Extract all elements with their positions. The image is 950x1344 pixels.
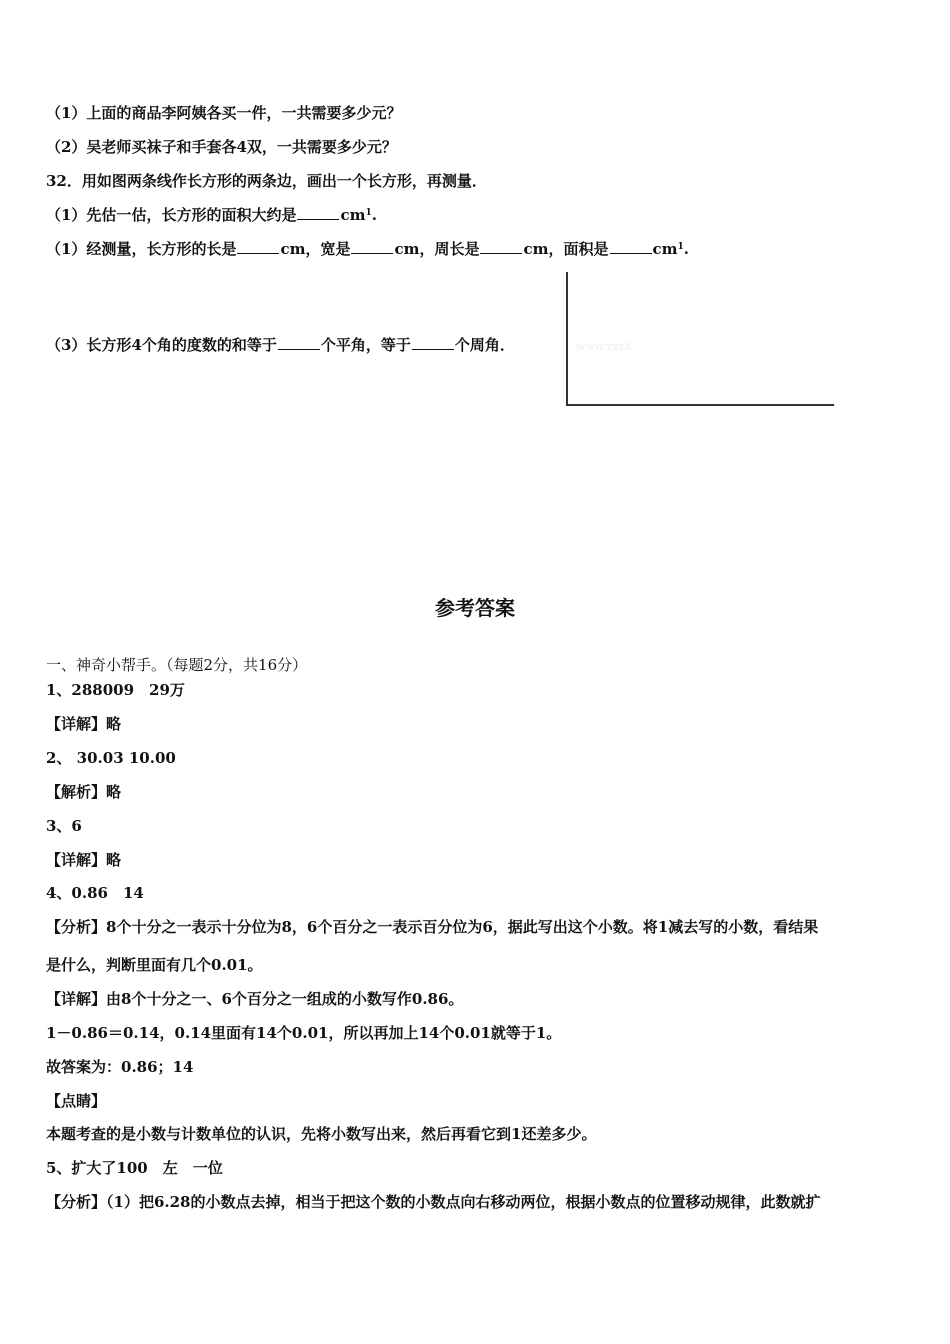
answer-4-point-label: 【点睛】 — [46, 1092, 107, 1110]
answer-4-analysis-line-2: 是什么，判断里面有几个0.01。 — [46, 956, 263, 974]
answer-blank[interactable] — [480, 241, 522, 254]
question-32-2 — [46, 239, 689, 259]
answer-2: 2、 30.03 10.00 — [46, 749, 176, 767]
answer-blank[interactable] — [237, 241, 279, 254]
figure-horizontal-line — [566, 404, 834, 406]
question-32-3-text-a: （3）长方形4个角的度数的和等于 — [46, 336, 277, 354]
period: . — [683, 240, 690, 258]
answer-4: 4、0.86 14 — [46, 884, 144, 902]
question-32-2-text-d: cm，面积是 — [523, 240, 609, 258]
question-32-3 — [46, 335, 515, 355]
answer-blank[interactable] — [278, 337, 320, 350]
figure-vertical-line — [566, 272, 568, 406]
unit-cm: cm — [340, 206, 366, 224]
question-32-2-text-a: （1）经测量，长方形的长是 — [46, 240, 237, 258]
answer-blank[interactable] — [351, 241, 393, 254]
answer-5-analysis: 【分析】（1）把6.28的小数点去掉，相当于把这个数的小数点向右移动两位，根据小数点的位置移动规律，此数就扩 — [46, 1193, 821, 1211]
answers-section-1: 一、神奇小帮手。（每题2分，共16分） — [46, 656, 308, 674]
superscript: 1 — [677, 242, 684, 252]
question-31-1: （1）上面的商品李阿姨各买一件，一共需要多少元？ — [46, 104, 402, 122]
question-32-2-text-c: cm，周长是 — [394, 240, 480, 258]
question-32-1 — [46, 205, 377, 225]
superscript: 1 — [365, 208, 372, 218]
answer-4-detail-line-2: 1－0.86＝0.14，0.14里面有14个0.01，所以再加上14个0.01就等于1。 — [46, 1024, 562, 1042]
answer-blank[interactable] — [412, 337, 454, 350]
answer-blank[interactable] — [297, 207, 339, 220]
question-32-3-text-c: 个周角． — [454, 336, 515, 354]
answer-3-detail: 【详解】略 — [46, 851, 122, 869]
answer-4-analysis-line-1: 【分析】8个十分之一表示十分位为8，6个百分之一表示百分位为6，据此写出这个小数。将1减去写的小数，看结果 — [46, 918, 819, 936]
question-32-2-text-b: cm，宽是 — [280, 240, 351, 258]
period: . — [371, 206, 377, 224]
answer-1-detail: 【详解】略 — [46, 715, 122, 733]
answer-2-detail: 【解析】略 — [46, 783, 122, 801]
answer-1: 1、288009 29万 — [46, 681, 185, 699]
question-32-3-text-b: 个平角，等于 — [320, 336, 411, 354]
question-32-1-text: （1）先估一估，长方形的面积大约是 — [46, 206, 297, 224]
answer-4-final: 故答案为：0.86；14 — [46, 1058, 194, 1076]
answers-title: 参考答案 — [435, 596, 515, 620]
figure-watermark: www.zxxk — [576, 340, 632, 353]
answer-4-detail-line-1: 【详解】由8个十分之一、6个百分之一组成的小数写作0.86。 — [46, 990, 464, 1008]
question-32-2-text-e: cm — [652, 240, 678, 258]
question-32: 32．用如图两条线作长方形的两条边，画出一个长方形，再测量． — [46, 172, 487, 190]
answer-5: 5、扩大了100 左 一位 — [46, 1159, 223, 1177]
question-31-2: （2）吴老师买袜子和手套各4双，一共需要多少元？ — [46, 138, 397, 156]
answer-4-point: 本题考查的是小数与计数单位的认识，先将小数写出来，然后再看它到1还差多少。 — [46, 1125, 597, 1143]
answer-blank[interactable] — [610, 241, 652, 254]
answer-3: 3、6 — [46, 817, 82, 835]
